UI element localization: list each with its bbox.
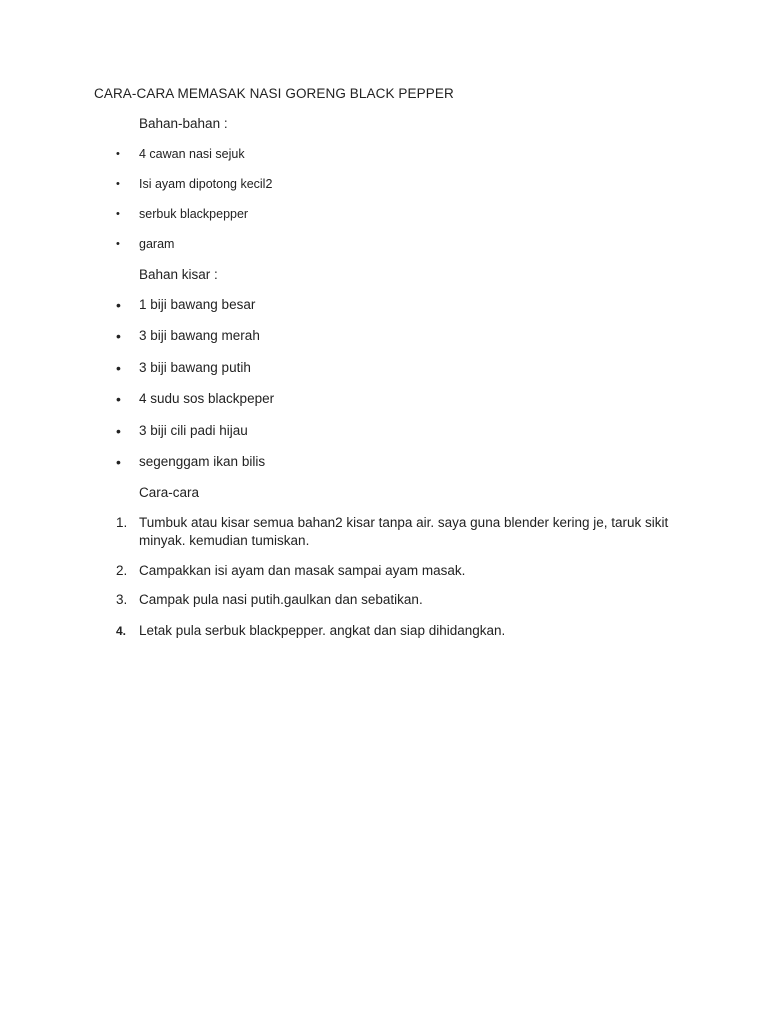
ingredient-text: Isi ayam dipotong kecil2 (139, 177, 273, 191)
bullet-icon: • (116, 297, 121, 313)
bullet-icon: • (116, 238, 120, 250)
step-text: Campakkan isi ayam dan masak sampai ayam masak. (139, 563, 466, 578)
document-title: CARA-CARA MEMASAK NASI GORENG BLACK PEPPER (94, 86, 454, 101)
ingredient-text: garam (139, 237, 175, 251)
blend-item-text: segenggam ikan bilis (139, 454, 266, 469)
list-item (0, 359, 768, 379)
list-item (0, 453, 768, 473)
blend-item-text: 3 biji cili padi hijau (139, 423, 248, 438)
ingredients-heading: Bahan-bahan : (139, 116, 228, 131)
list-item (0, 422, 768, 442)
list-item (0, 175, 768, 195)
blend-item-text: 4 sudu sos blackpeper (139, 391, 275, 406)
step-number: 3. (116, 592, 128, 607)
list-item (0, 390, 768, 410)
blend-item-text: 1 biji bawang besar (139, 297, 256, 312)
step-number: 1. (116, 515, 128, 530)
list-item (0, 296, 768, 316)
step-text: Tumbuk atau kisar semua bahan2 kisar tanpa air. saya guna blender kering je, taruk sikit minyak. kemudian tumiskan. (139, 515, 669, 548)
ingredient-text: 4 cawan nasi sejuk (139, 147, 245, 161)
bullet-icon: • (116, 208, 120, 220)
list-item (0, 235, 768, 255)
step-text: Letak pula serbuk blackpepper. angkat dan siap dihidangkan. (139, 623, 506, 638)
blend-item-text: 3 biji bawang putih (139, 360, 251, 375)
list-item (0, 205, 768, 225)
list-item (0, 145, 768, 165)
list-item (0, 327, 768, 347)
bullet-icon: • (116, 148, 120, 160)
steps-heading: Cara-cara (139, 485, 200, 500)
step-number: 4. (116, 624, 127, 638)
ingredient-text: serbuk blackpepper (139, 207, 249, 221)
step-text: Campak pula nasi putih.gaulkan dan sebatikan. (139, 592, 423, 607)
step-number: 2. (116, 563, 128, 578)
blend-heading: Bahan kisar : (139, 267, 218, 282)
bullet-icon: • (116, 360, 121, 376)
bullet-icon: • (116, 423, 121, 439)
bullet-icon: • (116, 454, 121, 470)
bullet-icon: • (116, 178, 120, 190)
blend-item-text: 3 biji bawang merah (139, 328, 260, 343)
bullet-icon: • (116, 328, 121, 344)
bullet-icon: • (116, 391, 121, 407)
